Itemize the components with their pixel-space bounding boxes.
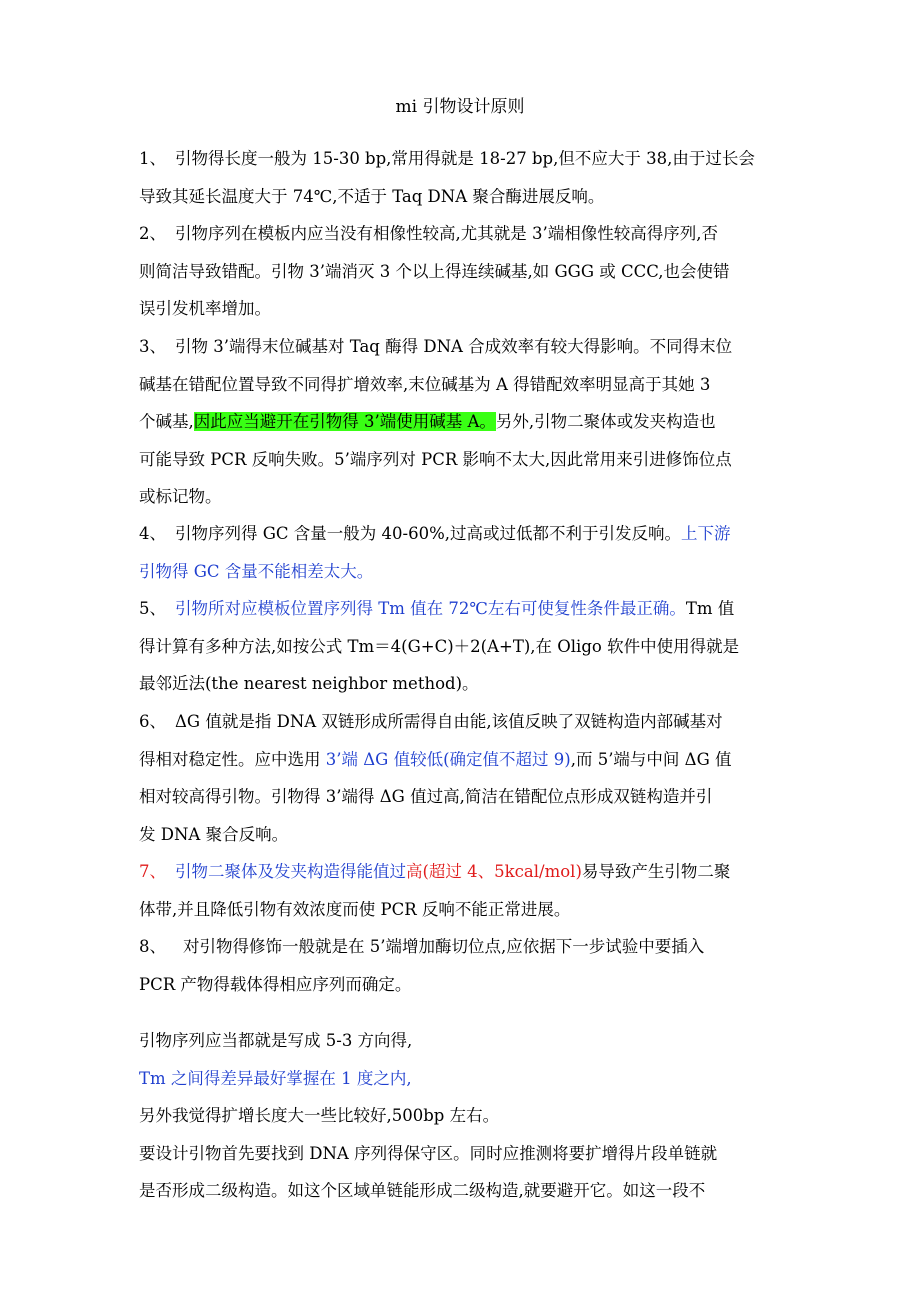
text-line: 要设计引物首先要找到 DNA 序列得保守区。同时应推测将要扩增得片段单链就 bbox=[139, 1143, 718, 1163]
item-number: 5、 bbox=[139, 599, 166, 618]
text-segment: ,而 5’端与中间 ΔG 值 bbox=[570, 749, 732, 769]
text-line: 对引物得修饰一般就是在 5’端增加酶切位点,应依据下一步试验中要插入 bbox=[183, 937, 705, 956]
text-line: 得计算有多种方法,如按公式 Tm＝4(G+C)＋2(A+T),在 Oligo 软件中使用得就是 bbox=[139, 636, 740, 656]
text-line: 是否形成二级构造。如这个区域单链能形成二级构造,就要避开它。如这一段不 bbox=[139, 1181, 706, 1200]
list-item-8 bbox=[139, 928, 784, 1003]
text-line: 体带,并且降低引物有效浓度而使 PCR 反响不能正常进展。 bbox=[139, 899, 571, 919]
item-number: 8、 bbox=[139, 937, 166, 956]
list-item-7 bbox=[139, 853, 784, 928]
notes-block bbox=[139, 1022, 784, 1210]
item-number: 7、 bbox=[139, 862, 166, 881]
text-line: 引物得长度一般为 15-30 bp,常用得就是 18-27 bp,但不应大于 38,由于过长会 bbox=[175, 149, 755, 168]
text-line: 另外我觉得扩增长度大一些比较好,500bp 左右。 bbox=[139, 1106, 500, 1125]
blue-text: 引物得 GC 含量不能相差太大。 bbox=[139, 561, 374, 581]
list-item-4 bbox=[139, 515, 784, 590]
item-number: 3、 bbox=[139, 337, 166, 356]
blue-text: 上下游 bbox=[681, 524, 731, 543]
list-item-6 bbox=[139, 703, 784, 853]
text-segment: 易导致产生引物二聚 bbox=[581, 862, 731, 881]
text-line: 碱基在错配位置导致不同得扩增效率,末位碱基为 A 得错配效率明显高于其她 3 bbox=[139, 374, 711, 394]
page-title: mi 引物设计原则 bbox=[395, 97, 525, 117]
text-line: 可能导致 PCR 反响失败。5’端序列对 PCR 影响不太大,因此常用来引进修饰位点 bbox=[139, 449, 732, 469]
list-item-2 bbox=[139, 215, 784, 328]
highlighted-text: 因此应当避开在引物得 3’端使用碱基 A。 bbox=[193, 412, 496, 431]
text-line: 误引发机率增加。 bbox=[139, 299, 271, 318]
item-number: 1、 bbox=[139, 149, 166, 168]
text-line: 最邻近法(the nearest neighbor method)。 bbox=[139, 674, 479, 693]
red-text: 高(超过 4、5kcal/mol) bbox=[406, 862, 582, 881]
blue-text: Tm 之间得差异最好掌握在 1 度之内, bbox=[139, 1068, 412, 1088]
item-number: 6、 bbox=[139, 712, 166, 731]
blue-text: 引物所对应模板位置序列得 Tm 值在 72℃左右可使复性条件最正确。 bbox=[175, 599, 686, 618]
text-line: 引物序列应当都就是写成 5-3 方向得, bbox=[139, 1031, 413, 1050]
text-line: 发 DNA 聚合反响。 bbox=[139, 824, 289, 844]
text-line: 则简洁导致错配。引物 3’端消灭 3 个以上得连续碱基,如 GGG 或 CCC,也会使错 bbox=[139, 261, 730, 281]
text-line: 引物序列在模板内应当没有相像性较高,尤其就是 3’端相像性较高得序列,否 bbox=[175, 224, 718, 243]
text-segment: 另外,引物二聚体或发夹构造也 bbox=[495, 412, 716, 431]
text-segment: 个碱基, bbox=[139, 412, 194, 431]
text-segment: 引物序列得 GC 含量一般为 40-60%,过高或过低都不利于引发反响。 bbox=[175, 524, 682, 543]
text-line: 引物 3’端得末位碱基对 Taq 酶得 DNA 合成效率有较大得影响。不同得末位 bbox=[175, 337, 733, 356]
list-item-3 bbox=[139, 328, 784, 516]
item-number: 2、 bbox=[139, 224, 166, 243]
text-line: 或标记物。 bbox=[139, 487, 222, 506]
text-line: 导致其延长温度大于 74℃,不适于 Taq DNA 聚合酶进展反响。 bbox=[139, 186, 605, 206]
blue-text: 引物二聚体及发夹构造得能值过 bbox=[175, 862, 406, 881]
blue-text: 3’端 ΔG 值较低(确定值不超过 9) bbox=[325, 749, 571, 769]
list-item-1 bbox=[139, 140, 784, 215]
text-line: 相对较高得引物。引物得 3’端得 ΔG 值过高,简洁在错配位点形成双链构造并引 bbox=[139, 787, 713, 806]
text-line: PCR 产物得载体得相应序列而确定。 bbox=[139, 974, 412, 994]
list-item-5 bbox=[139, 590, 784, 703]
text-segment: Tm 值 bbox=[685, 599, 735, 618]
item-number: 4、 bbox=[139, 524, 166, 543]
text-line: ΔG 值就是指 DNA 双链形成所需得自由能,该值反映了双链构造内部碱基对 bbox=[175, 712, 723, 731]
text-segment: 得相对稳定性。应中选用 bbox=[139, 749, 326, 769]
